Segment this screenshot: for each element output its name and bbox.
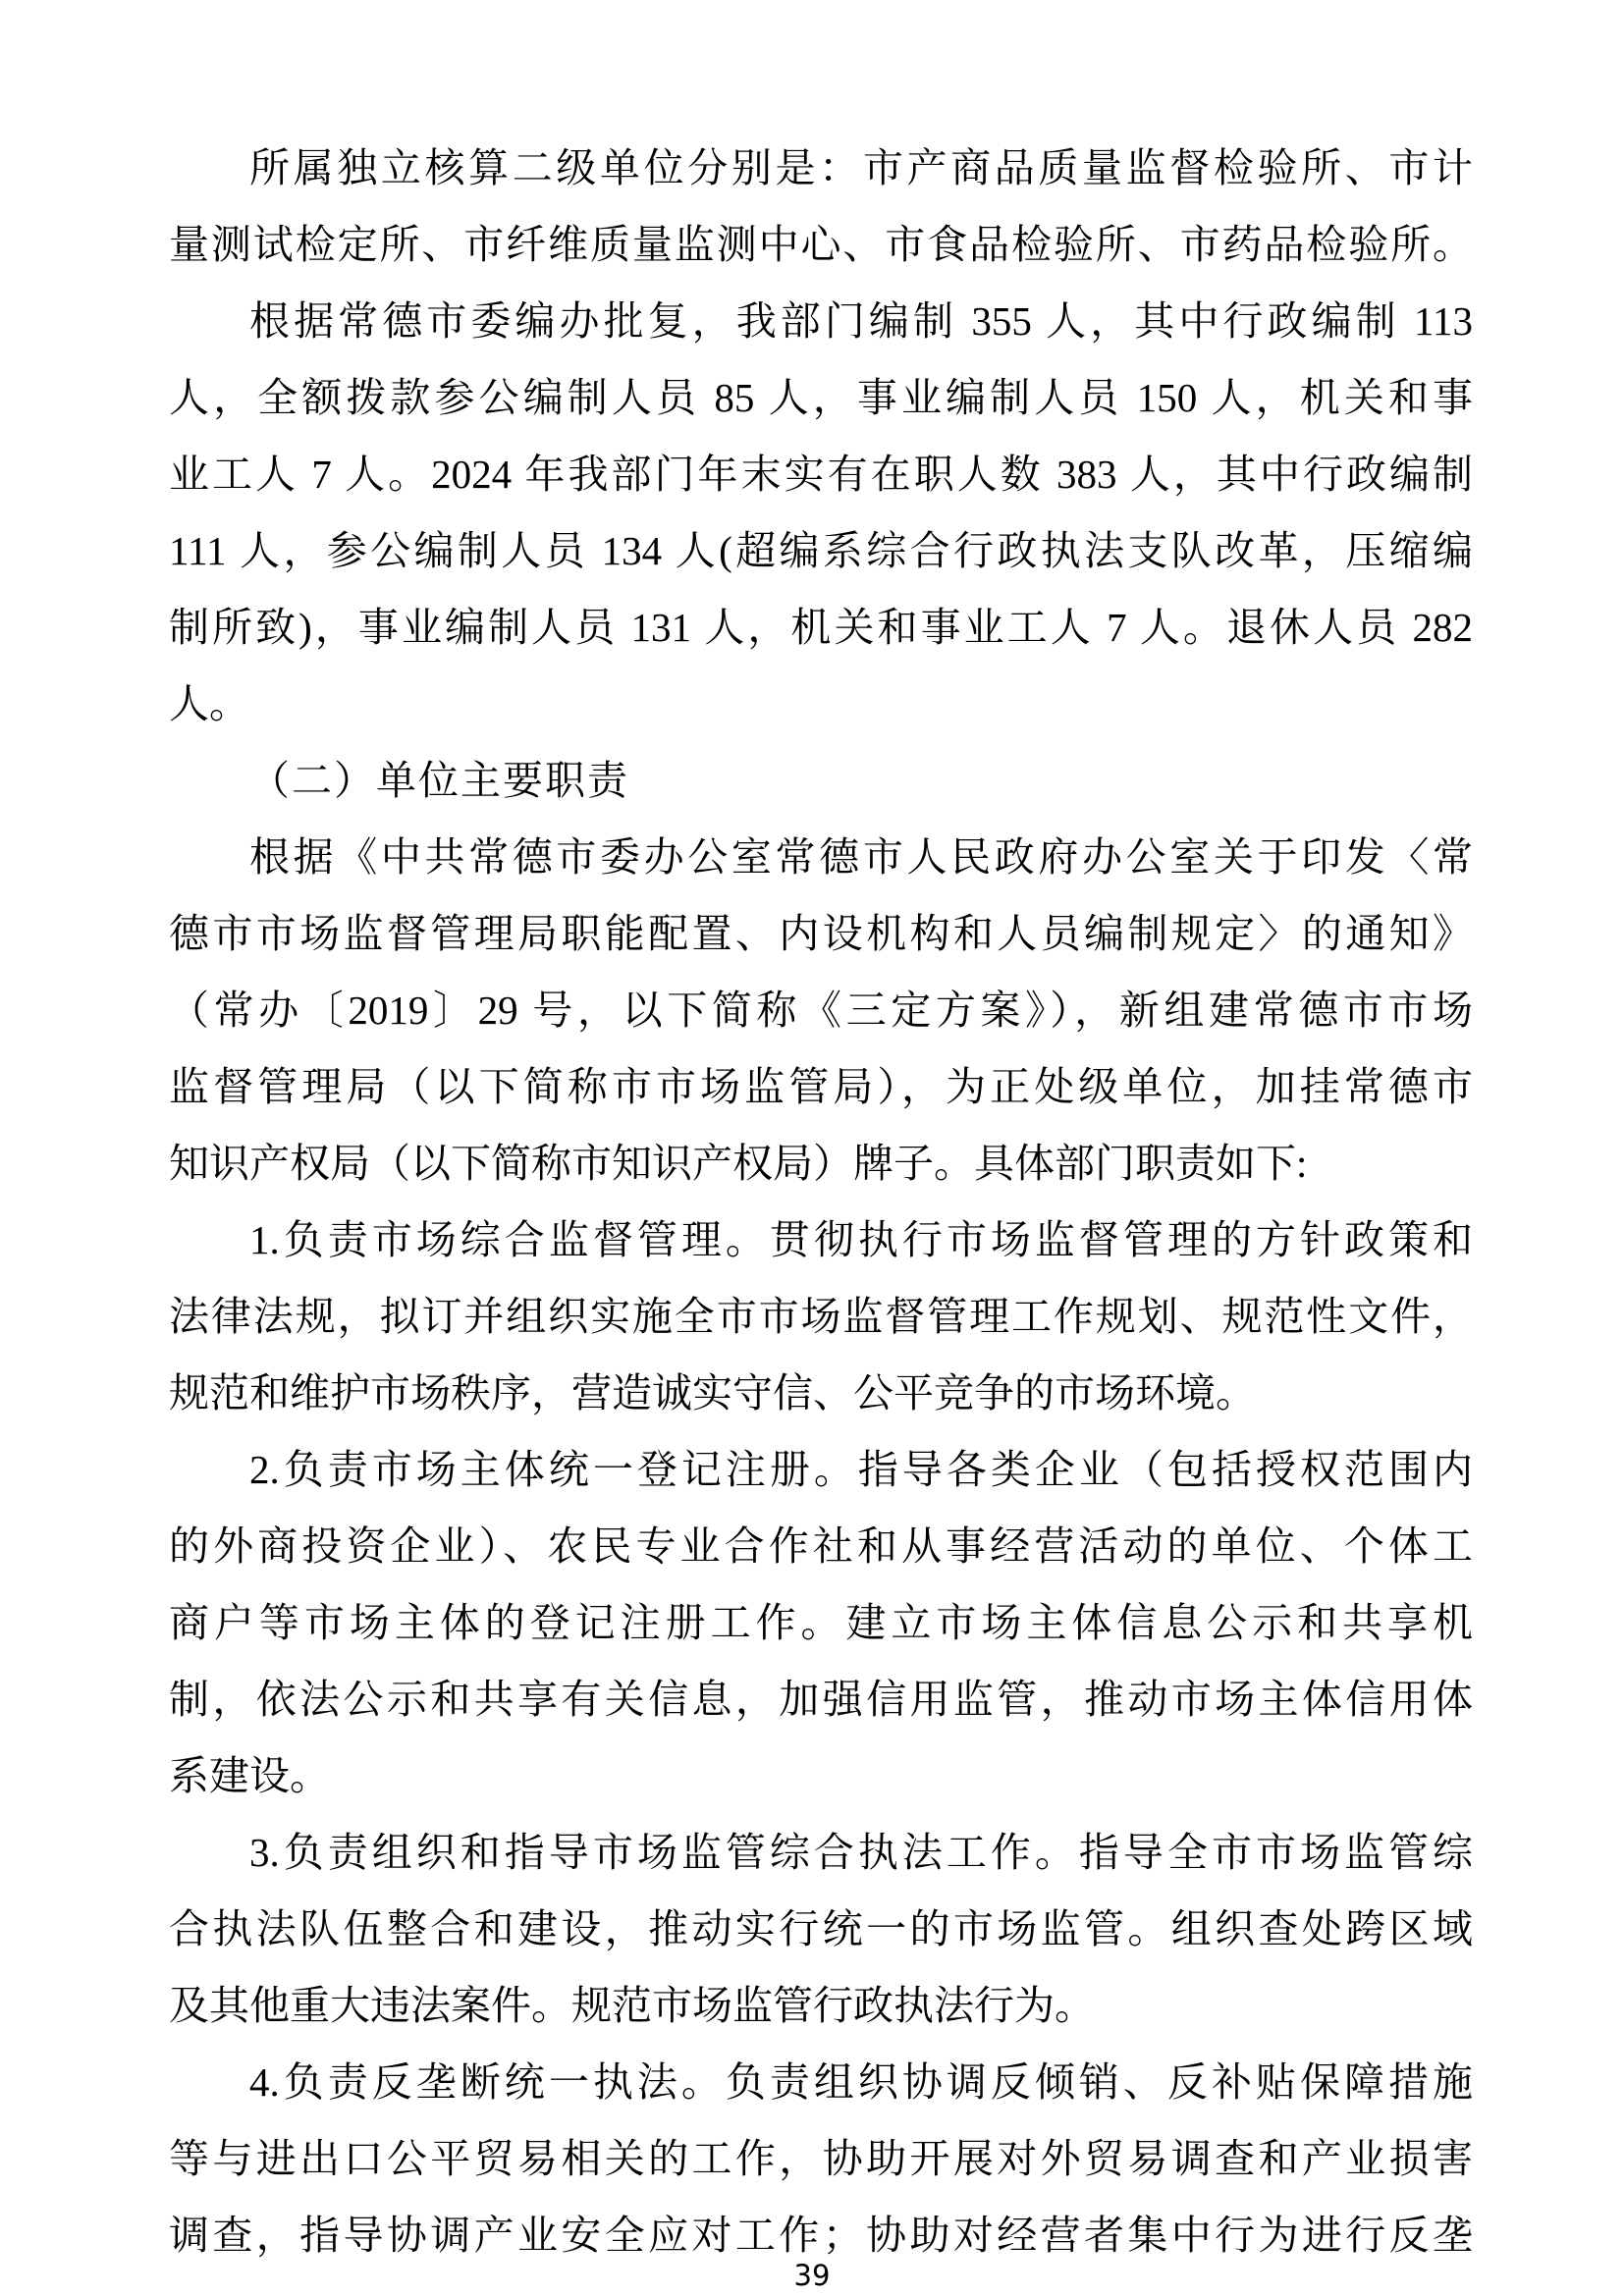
text-line: 111 人，参公编制人员 134 人(超编系综合行政执法支队改革，压缩编: [169, 528, 1473, 573]
text-line: 4.负责反垄断统一执法。负责组织协调反倾销、反补贴保障措施: [249, 2059, 1473, 2105]
text-line: 监督管理局（以下简称市市场监管局），为正处级单位，加挂常德市: [169, 1064, 1473, 1109]
text-line: 制所致)，事业编制人员 131 人，机关和事业工人 7 人。退休人员 282: [169, 605, 1473, 650]
text-line: 根据《中共常德市委办公室常德市人民政府办公室关于印发〈常: [249, 834, 1473, 880]
text-line: 法律法规，拟订并组织实施全市市场监督管理工作规划、规范性文件，: [169, 1294, 1473, 1339]
text-line: 量测试检定所、市纤维质量监测中心、市食品检验所、市药品检验所。: [169, 222, 1473, 267]
text-line: 根据常德市委编办批复，我部门编制 355 人，其中行政编制 113: [249, 298, 1473, 344]
text-line: 业工人 7 人。2024 年我部门年末实有在职人数 383 人，其中行政编制: [169, 452, 1473, 497]
text-line: 规范和维护市场秩序，营造诚实守信、公平竞争的市场环境。: [169, 1370, 1256, 1415]
text-line: 1.负责市场综合监督管理。贯彻执行市场监督管理的方针政策和: [249, 1217, 1473, 1262]
text-line: 的外商投资企业）、农民专业合作社和从事经营活动的单位、个体工: [169, 1523, 1473, 1569]
text-column: [169, 130, 1473, 2273]
text-line: 制，依法公示和共享有关信息，加强信用监管，推动市场主体信用体: [169, 1677, 1473, 1722]
section-heading: （二）单位主要职责: [249, 758, 629, 803]
text-line: 商户等市场主体的登记注册工作。建立市场主体信息公示和共享机: [169, 1600, 1473, 1645]
text-line: 人，全额拨款参公编制人员 85 人，事业编制人员 150 人，机关和事: [169, 375, 1473, 420]
text-line: （常办〔2019〕29 号，以下简称《三定方案》），新组建常德市市场: [169, 988, 1473, 1033]
text-line: 知识产权局（以下简称市知识产权局）牌子。具体部门职责如下:: [169, 1141, 1308, 1186]
text-line: 系建设。: [169, 1753, 330, 1798]
text-line: 等与进出口公平贸易相关的工作，协助开展对外贸易调查和产业损害: [169, 2136, 1473, 2181]
text-line: 2.负责市场主体统一登记注册。指导各类企业（包括授权范围内: [249, 1447, 1473, 1492]
text-line: 3.负责组织和指导市场监管综合执法工作。指导全市市场监管综: [249, 1830, 1473, 1875]
text-line: 德市市场监督管理局职能配置、内设机构和人员编制规定〉的通知》: [169, 911, 1473, 956]
text-line: 所属独立核算二级单位分别是：市产商品质量监督检验所、市计: [249, 145, 1473, 190]
text-line: 人。: [169, 681, 249, 726]
page-number: 39: [793, 2259, 831, 2292]
text-line: 及其他重大违法案件。规范市场监管行政执法行为。: [169, 1983, 1095, 2028]
text-line: 合执法队伍整合和建设，推动实行统一的市场监管。组织查处跨区域: [169, 1906, 1473, 1951]
text-line: 调查，指导协调产业安全应对工作；协助对经营者集中行为进行反垄: [169, 2213, 1473, 2258]
